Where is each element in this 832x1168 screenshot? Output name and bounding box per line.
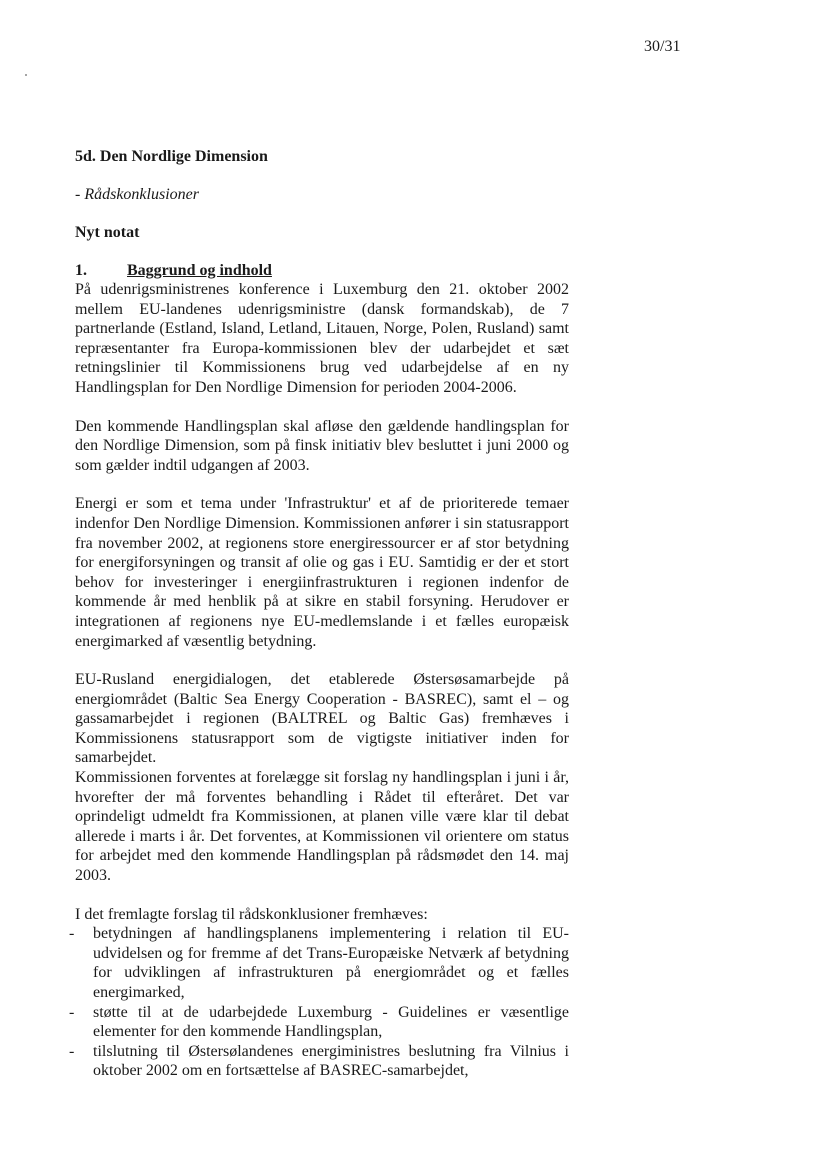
bullet-marker: - <box>69 1003 75 1021</box>
paragraph: På udenrigsministrenes konference i Luxemburg den 21. oktober 2002 mellem EU-landenes udenrigsministre (dansk formandskab), de 7 partnerlande (Estland, Island, Letland, Litauen, Norge, Polen, Rusland) samt repræsentanter fra Europa-kommissionen blev der udarbejdet et sæt retningslinier til Kommissionens brug ved udarbejdelse af en ny Handlingsplan for Den Nordlige Dimension for perioden 2004-2006. <box>75 281 569 396</box>
document-heading: 5d. Den Nordlige Dimension <box>75 148 268 165</box>
document-subtitle: - Rådskonklusioner <box>75 186 199 203</box>
scan-speck <box>25 74 27 76</box>
bullet-marker: - <box>69 925 75 943</box>
paragraph: Kommissionen forventes at forelægge sit forslag ny handlingsplan i juni i år, hvorefter der må forventes behandling i Rådet til efteråret. Det var oprindeligt udmeldt fra Kommissionen, at planen ville være klar til debat allerede i marts i år. Det forventes, at Kommissionen vil orientere om status for arbejdet med den kommende Handlingsplan på rådsmødet den 14. maj 2003. <box>75 769 569 885</box>
paragraph: EU-Rusland energidialogen, det etablerede Østersøsamarbejde på energiområdet (Baltic Sea Energy Cooperation - BASREC), samt el – og gassamarbejdet i regionen (BALTREL og Baltic Gas) fremhæves i Kommissionens statusrapport som de vigtigste initiativer inden for samarbejdet. <box>75 671 569 767</box>
conclusion-list <box>69 924 569 1081</box>
section-number: 1. <box>75 262 87 279</box>
document-body <box>69 147 569 1081</box>
paragraph: Energi er som et tema under 'Infrastruktur' et af de prioriterede temaer indenfor Den Nordlige Dimension. Kommissionen anfører i sin statusrapport fra november 2002, at regionens store energiressourcer er af stor betydning for energiforsyningen og transit af olie og gas i EU. Samtidig er der et stort behov for investeringer i energiinfrastrukturen i regionen indenfor de kommende år med henblik på at sikre en stabil forsyning. Herudover er integrationen af regionens nye EU-medlemslande i et fælles europæisk energimarked af væsentlig betydning. <box>75 495 569 650</box>
bullet-marker: - <box>69 1042 75 1060</box>
list-item <box>69 1003 569 1042</box>
paragraph: Den kommende Handlingsplan skal afløse den gældende handlingsplan for den Nordlige Dimension, som på finsk initiativ blev besluttet i juni 2000 og som gælder indtil udgangen af 2003. <box>75 417 569 474</box>
paragraph: I det fremlagte forslag til rådskonklusioner fremhæves: <box>75 905 428 923</box>
section-title: Baggrund og indhold <box>127 262 272 279</box>
page-number: 30/31 <box>644 38 681 55</box>
list-item <box>69 1042 569 1081</box>
list-item-text: tilslutning til Østersølandenes energiministres beslutning fra Vilnius i oktober 2002 om en fortsættelse af BASREC-samarbejdet, <box>93 1042 569 1080</box>
section-heading <box>75 261 569 280</box>
note-label: Nyt notat <box>75 224 140 241</box>
list-item <box>69 924 569 1002</box>
list-item-text: betydningen af handlingsplanens implementering i relation til EU-udvidelsen og for fremme af det Trans-Europæiske Netværk af betydning for udviklingen af infrastrukturen på energiområdet og et fælles energimarked, <box>93 925 569 1001</box>
list-item-text: støtte til at de udarbejdede Luxemburg - Guidelines er væsentlige elementer for den kommende Handlingsplan, <box>93 1003 569 1041</box>
